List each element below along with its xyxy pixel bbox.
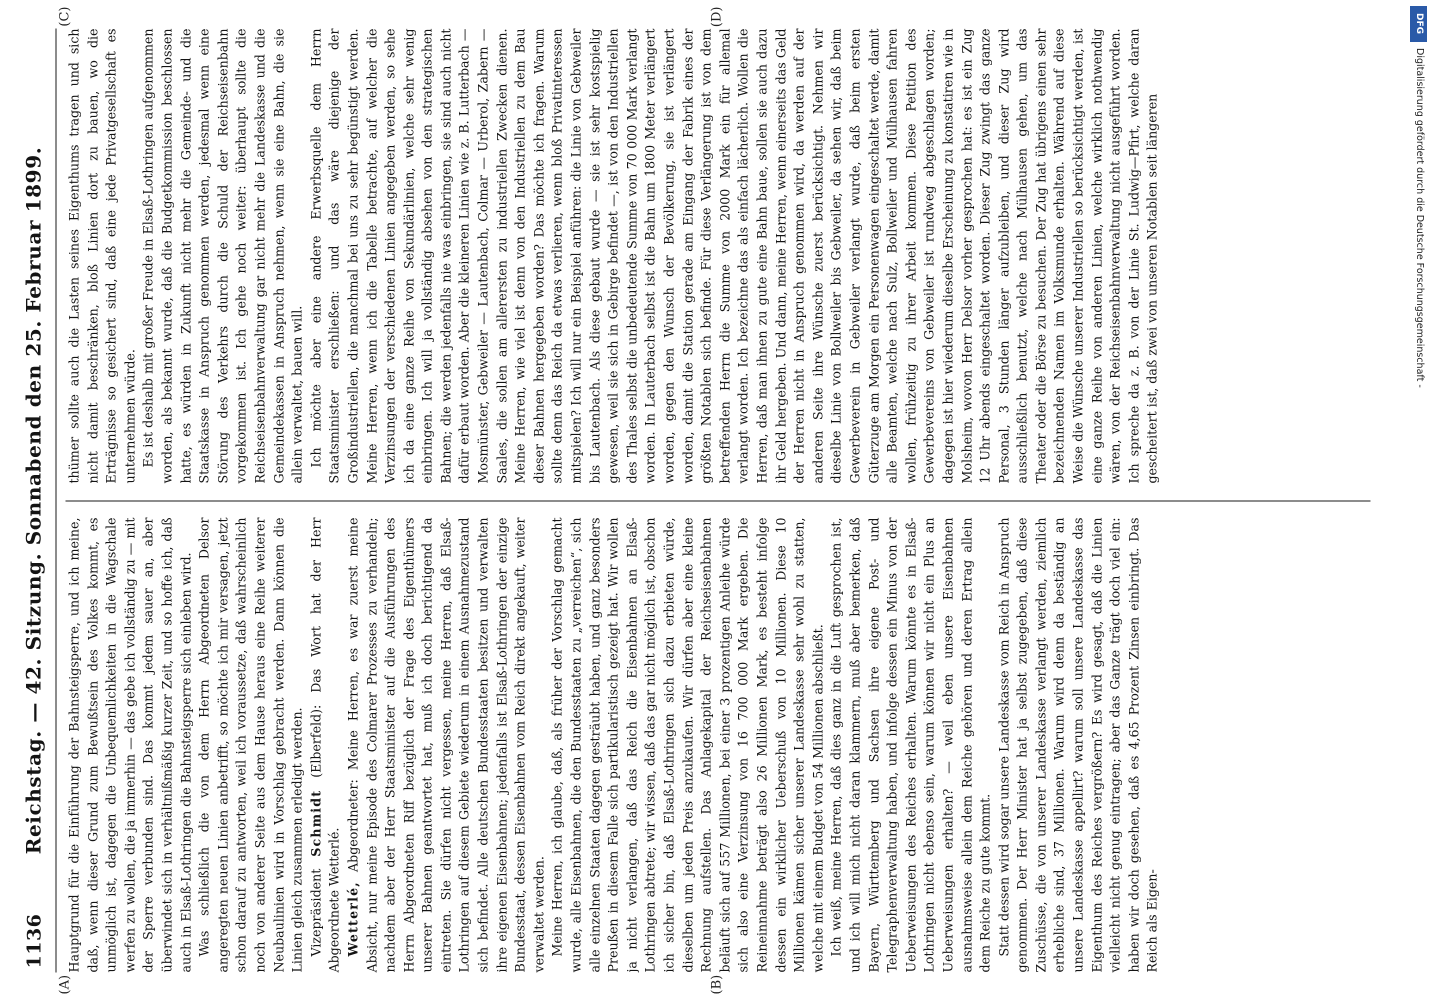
paragraph: Was schließlich die von dem Herrn Abgeordneten Delsor angeregten neuen Linien anbetrifft, so möchte ich mir versagen, jetzt schon darauf zu antworten, weil ich voraussetze, daß wahrscheinlich noch von anderer Seite aus dem Hause heraus eine Reihe weiterer Neubaulinien wird in Vorschlag gebracht werden. Dann können die Linien gleich zusammen erledigt werden. (196, 517, 305, 973)
paragraph: Es ist deshalb mit großer Freude in Elsaß-Lothringen aufgenommen worden, als bekannt wurde, daß die Budgetkommission beschlossen hatte, es würden in Zukunft nicht mehr die Gemeinde- und die Staatskasse in Anspruch genommen werden, jedesmal wenn eine Störung des Verkehrs durch die Schuld der Reichseisenbahn vorgekommen ist. Ich gehe noch weiter: überhaupt sollte die Reichseisenbahnverwaltung gar nicht mehr die Landeskasse und die Gemeindekassen in Anspruch nehmen, wenn sie eine Bahn, die sie allein verwaltet, bauen will. (140, 28, 305, 484)
speaker-paragraph (344, 518, 549, 973)
paragraph: Meine Herren, ich glaube, daß, als früher der Vorschlag gemacht wurde, alle Eisenbahnen, die den Bundesstaaten zu „verreichen“, sich alle einzelnen Staaten dagegen gesträubt haben, und ganz besonders Preußen in diesem Falle sich partikularistisch gezeigt hat. Wir wollen ja nicht verlangen, daß das Reich die Eisenbahnen an Elsaß-Lothringen abtrete; wir wissen, daß das gar nicht möglich ist, obschon ich sicher bin, daß Elsaß-Lothringen sich dazu erbieten würde, dieselben um jeden Preis anzukaufen. Wir dürfen aber eine kleine Rechnung aufstellen. Das Anlagekapital der Reichseisenbahnen beläuft sich auf 557 Millionen, bei einer 3 prozentigen Anleihe würde sich also eine Verzinsung von 16 700 000 Mark ergeben. Die Reineinnahme beträgt also 26 Millionen Mark, es besteht infolge dessen ein wirklicher Ueberschuß von 10 Millionen. Diese 10 Millionen kämen sicher unserer Landeskasse sehr wohl zu statten, welche mit einem Budget von 54 Millionen abschließt. (549, 517, 826, 973)
paragraph: Hauptgrund für die Einführung der Bahnsteigsperre, und ich meine, daß, wenn dieser Grund zum Bewußtsein des Volkes kommt, es unmöglich ist, dagegen die Unbequemlichkeiten in die Wagschale werfen zu wollen, die ja immerhin — das gebe ich vollständig zu — mit der Sperre verbunden sind. Das kommt jedem sauer an, aber überwindet sich in verhältnißmäßig kurzer Zeit, und so hoffe ich, daß auch in Elsaß-Lothringen die Bahnsteigsperre sich einleben wird. (66, 517, 194, 973)
paragraph: thümer sollte auch die Lasten seines Eigenthums tragen und sich nicht damit beschränken, bloß Linien dort zu bauen, wo die Erträgnisse so gesichert sind, daß eine jede Privatgesellschaft es unternehmen würde. (66, 28, 138, 484)
speech-text: (Elberfeld): Das Wort hat der Herr Abgeordnete Wetterlé. (308, 517, 342, 973)
digitization-credit-text: Digitalisierung gefördert durch die Deutsche Forschungsgemeinschaft - (1414, 48, 1425, 388)
paragraph: Statt dessen wird sogar unsere Landeskasse vom Reich in Anspruch genommen. Der Herr Minister hat ja selbst zugegeben, daß diese Zuschüsse, die von unserer Landeskasse verlangt werden, ziemlich erhebliche sind, 37 Millionen. Warum wird denn da beständig an unsere Landeskasse appellirt? warum soll unsere Landeskasse das Eigenthum des Reiches vergrößern? Es wird gesagt, daß die Linien vielleicht nicht genug eintragen; aber das Ganze trägt doch viel ein: haben wir doch gesehen, daß es 4,65 Prozent Zinsen einbringt. Das Reich als Eigen- (996, 517, 1160, 973)
margin-letter-d: (D) (709, 6, 725, 28)
speaker-name: Wetterlé, (345, 881, 361, 957)
speaker-paragraph (307, 518, 344, 973)
speaker-role: Vizepräsident (308, 868, 324, 957)
right-column (66, 29, 1371, 484)
newspaper-page (0, 1, 1395, 1000)
page-header (18, 29, 57, 973)
margin-letter-b: (B) (709, 974, 725, 995)
column-divider (66, 501, 1371, 502)
page-title: Reichstag. — 42. Sitzung. Sonnabend den 25. Februar 1899. (21, 146, 46, 855)
page-body (66, 29, 1371, 973)
left-column (66, 518, 1371, 973)
digitization-credit-strip (1404, 0, 1434, 1000)
speaker-name: Schmidt (308, 789, 324, 857)
dfg-logo: DFG (1410, 6, 1427, 42)
paragraph: Ich weiß, meine Herren, daß dies ganz in die Luft gesprochen ist, und ich will mich nicht daran klammern, muß aber bemerken, daß Bayern, Württemberg und Sachsen ihre eigene Post- und Telegraphenverwaltung haben, und infolge dessen ein Minus von der Ueberweisungen des Reiches erhalten. Warum könnte es in Elsaß-Lothringen nicht ebenso sein, warum können wir nicht ein Plus an Ueberweisungen erhalten? — weil eben unsere Eisenbahnen ausnahmsweise allein dem Reiche gehören und deren Ertrag allein dem Reiche zu gute kommt. (828, 517, 993, 973)
margin-letter-c: (C) (57, 6, 73, 27)
margin-letter-a: (A) (57, 974, 73, 995)
speech-text: Abgeordneter: Meine Herren, es war zuerst meine Absicht, nur meine Episode des Colmarer Prozesses zu verhandeln; nachdem aber der Herr Staatsminister auf die Ausführungen des Herrn Abgeordneten Riff bezüglich der Frage des Eigenthümers unserer Bahnen geantwortet hat, muß ich doch berichtigend da eintreten. Sie dürfen nicht vergessen, meine Herren, daß Elsaß-Lothringen auf diesem Gebiete wiederum in einem Ausnahmezustand sich befindet. Alle deutschen Bundesstaaten besitzen und verwalten ihre eigenen Eisenbahnen; jedenfalls ist Elsaß-Lothringen der einzige Bundesstaat, dessen Eisenbahnen vom Reich direkt angekauft, weiter verwaltet werden. (345, 517, 547, 973)
paragraph: Ich möchte aber eine andere Erwerbsquelle dem Herrn Staatsminister erschließen: und das wäre diejenige der Großindustriellen, die manchmal bei uns zu sehr begünstigt werden. Meine Herren, wenn ich die Tabelle betrachte, auf welcher die Verzinsungen der verschiedenen Linien angegeben werden, so sehe ich da eine ganze Reihe von Sekundärlinien, welche sehr wenig einbringen. Ich will ja vollständig absehen von den strategischen Bahnen; die werden jedenfalls nie was einbringen, sie sind auch nicht dafür erbaut worden. Aber die kleineren Linien wie z. B. Lutterbach — Mosmünster, Gebweiler — Lautenbach, Colmar — Urberol, Zabern — Saales, die sollen am allerersten zu industriellen Zwecken dienen. Meine Herren, wie viel ist denn von den Industriellen zu dem Bau dieser Bahnen hergegeben worden? Das möchte ich fragen. Warum sollte denn das Reich da etwas verlieren, wenn bloß Privatinteressen mitspielen? Ich will nur ein Beispiel anführen: die Linie von Gebweiler bis Lautenbach. Als diese gebaut wurde — sie ist sehr kostspielig gewesen, weil sie sich in Gebirge befindet —, ist von den Industriellen des Thales selbst die unbedeutende Summe von 70 000 Mark verlangt worden. In Lauterbach selbst ist die Bahn um 1800 Meter verlängert worden, gegen den Wunsch der Bevölkerung, sie ist verlängert worden, damit die Station gerade am Eingang der Fabrik eines der größten Notablen sich befinde. Für diese Verlängerung ist von dem betreffenden Herrn die Summe von 2000 Mark ein für allemal verlangt worden. Ich bezeichne das als einfach lächerlich. Wollen die Herren, daß man ihnen zu gute eine Bahn baue, sollen sie auch dazu ihr Geld hergeben. Und dann, meine Herren, wenn einerseits das Geld der Herren nicht in Anspruch genommen wird, da werden auf der anderen Seite ihre Wünsche zuerst berücksichtigt. Nehmen wir dieselbe Linie von Bollweiler bis Gebweiler, da sehen wir, daß beim Gewerbeverein in Gebweiler verlangt wurde, daß beim ersten Güterzuge am Morgen ein Personenwagen eingeschaltet werde, damit alle Beamten, welche nach Sulz, Bollweiler und Mülhausen fahren wollen, frühzeitig zu ihrer Arbeit kommen. Diese Petition des Gewerbevereins von Gebweiler ist rundweg abgeschlagen worden; dagegen ist hier wiederum dieselbe Erscheinung zu konstatiren wie in Molsheim, wovon Herr Delsor vorher gesprochen hat: es ist ein Zug 12 Uhr abends eingeschaltet worden. Dieser Zug zwingt das ganze Personal, 3 Stunden länger aufzubleiben, und dieser Zug wird ausschließlich benutzt, welche nach Mülhausen gehen, um das Theater oder die Börse zu besuchen. Der Zug hat übrigens einen sehr bezeichnenden Namen im Volksmunde erhalten. Während auf diese Weise die Wünsche unserer Industriellen so berücksichtigt werden, ist eine ganze Reihe von anderen Linien, welche wirklich nothwendig wären, von der Reichseisenbahnverwaltung nicht ausgeführt worden. Ich spreche da z. B. von der Linie St. Ludwig—Pfirt, welche daran gescheitert ist, daß zwei von unseren Notablen seit längeren (308, 28, 1160, 484)
page-number: 1136 (23, 913, 46, 969)
